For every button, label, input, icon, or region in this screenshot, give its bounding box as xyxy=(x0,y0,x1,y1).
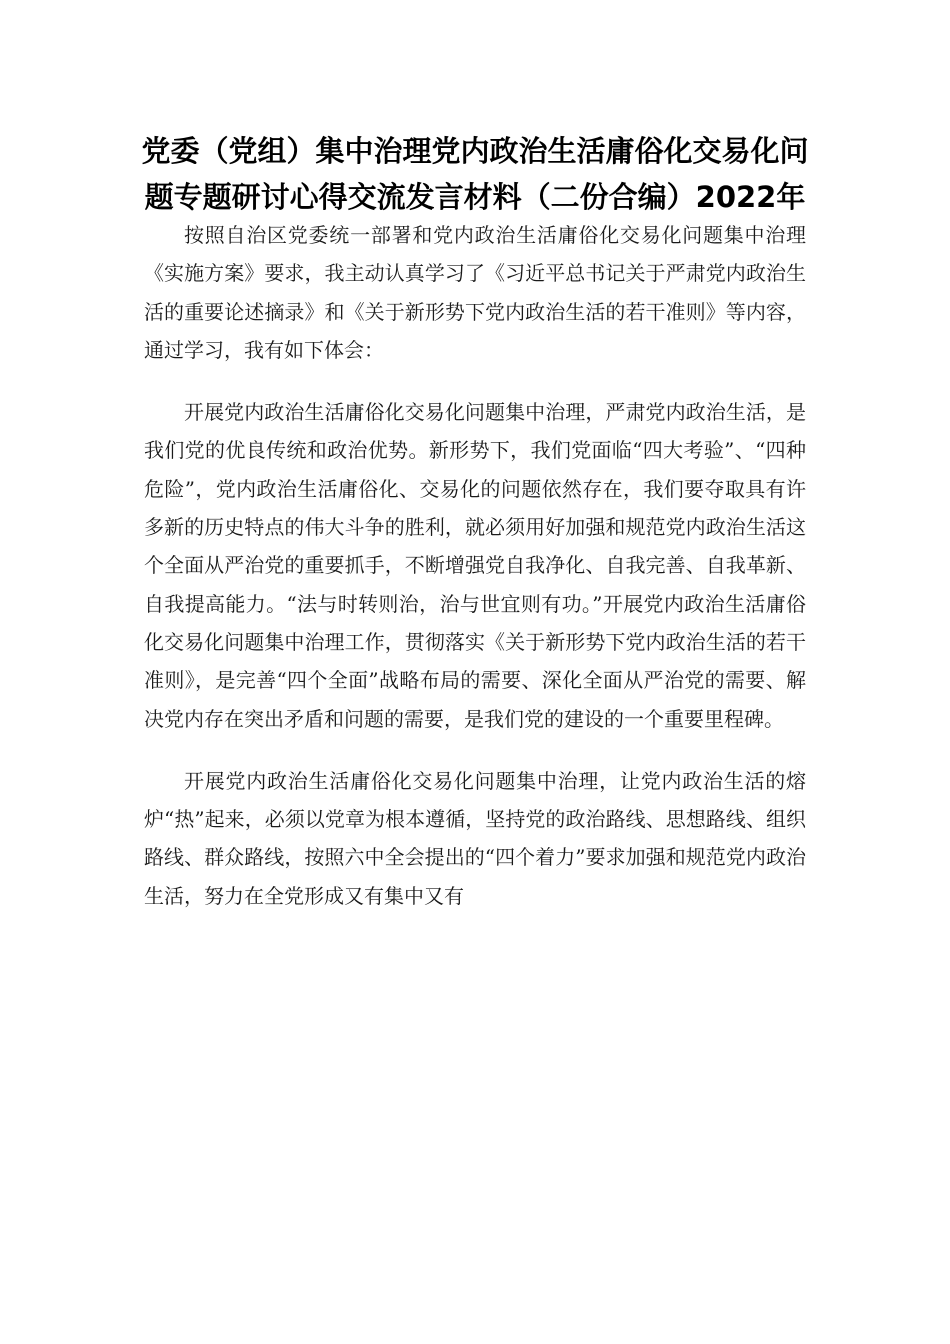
paragraph-2: 开展党内政治生活庸俗化交易化问题集中治理，严肃党内政治生活，是我们党的优良传统和政治优势。新形势下，我们党面临“四大考验”、“四种危险”，党内政治生活庸俗化、交易化的问题依然存在，我们要夺取具有许多新的历史特点的伟大斗争的胜利，就必须用好加强和规范党内政治生活这个全面从严治党的重要抓手，不断增强党自我净化、自我完善、自我革新、自我提高能力。“法与时转则治，治与世宜则有功。”开展党内政治生活庸俗化交易化问题集中治理工作，贯彻落实《关于新形势下党内政治生活的若干准则》，是完善“四个全面”战略布局的需要、深化全面从严治党的需要、解决党内存在突出矛盾和问题的需要，是我们党的建设的一个重要里程碑。 xyxy=(144,400,806,731)
document-title: 党委（党组）集中治理党内政治生活庸俗化交易化问题专题研讨心得交流发言材料（二份合编）2022年 xyxy=(141,134,809,214)
paragraph-3: 开展党内政治生活庸俗化交易化问题集中治理，让党内政治生活的熔炉“热”起来，必须以党章为根本遵循，坚持党的政治路线、思想路线、组织路线、群众路线，按照六中全会提出的“四个着力”要求加强和规范党内政治生活，努力在全党形成又有集中又有 xyxy=(144,768,806,908)
paragraph-1: 按照自治区党委统一部署和党内政治生活庸俗化交易化问题集中治理《实施方案》要求，我主动认真学习了《习近平总书记关于严肃党内政治生活的重要论述摘录》和《关于新形势下党内政治生活的若干准则》等内容，通过学习，我有如下体会： xyxy=(144,223,806,362)
document-body xyxy=(144,216,806,915)
